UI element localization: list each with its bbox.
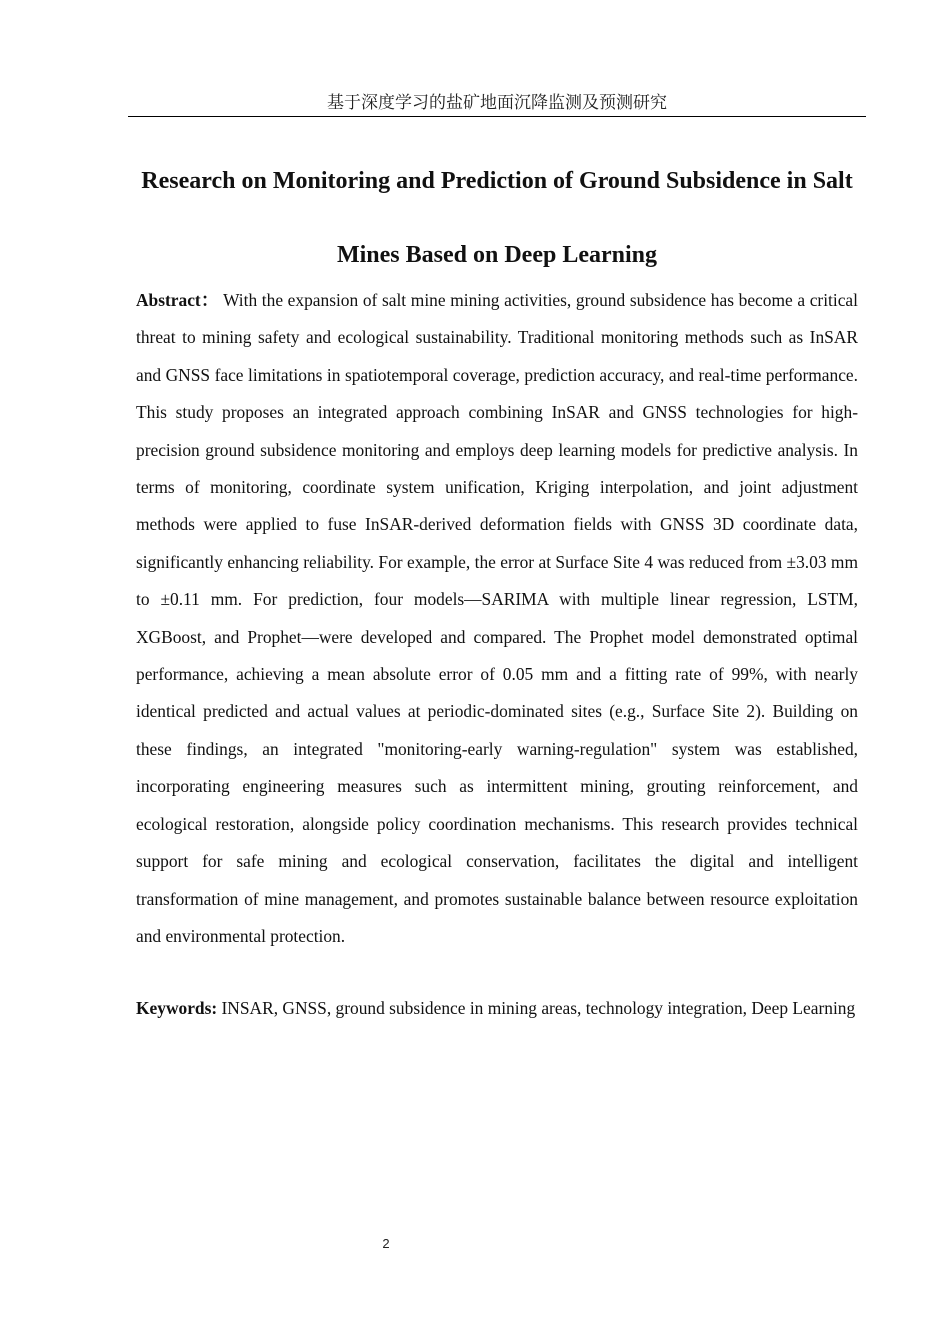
running-header: 基于深度学习的盐矿地面沉降监测及预测研究 — [128, 90, 866, 117]
page-number: 2 — [382, 1236, 390, 1251]
abstract-label: Abstract： — [136, 290, 219, 310]
keywords-paragraph — [136, 990, 858, 1027]
keywords-label: Keywords: — [136, 998, 218, 1018]
keywords-text: INSAR, GNSS, ground subsidence in mining areas, technology integration, Deep Learning — [221, 998, 856, 1018]
abstract-text: With the expansion of salt mine mining activities, ground subsidence has become a critical threat to mining safety and ecological sustainability. Traditional monitoring methods such as InSAR and GNSS face limitations in spatiotemporal coverage, prediction accuracy, and real-time performance. This study proposes an integrated approach combining InSAR and GNSS technologies for high-precision ground subsidence monitoring and employs deep learning models for predictive analysis. In terms of monitoring, coordinate system unification, Kriging interpolation, and joint adjustment methods were applied to fuse InSAR-derived deformation fields with GNSS 3D coordinate data, significantly enhancing reliability. For example, the error at Surface Site 4 was reduced from ±3.03 mm to ±0.11 mm. For prediction, four models—SARIMA with multiple linear regression, LSTM, XGBoost, and Prophet—were developed and compared. The Prophet model demonstrated optimal performance, achieving a mean absolute error of 0.05 mm and a fitting rate of 99%, with nearly identical predicted and actual values at periodic-dominated sites (e.g., Surface Site 2). Building on these findings, an integrated "monitoring-early warning-regulation" system was established, incorporating engineering measures such as intermittent mining, grouting reinforcement, and ecological restoration, alongside policy coordination mechanisms. This research provides technical support for safe mining and ecological conservation, facilitates the digital and intelligent transformation of mine management, and promotes sustainable balance between resource exploitation and environmental protection. — [136, 290, 858, 946]
paper-title: Research on Monitoring and Prediction of Ground Subsidence in Salt Mines Based on Deep Learning — [141, 168, 853, 268]
abstract-paragraph — [136, 282, 858, 955]
